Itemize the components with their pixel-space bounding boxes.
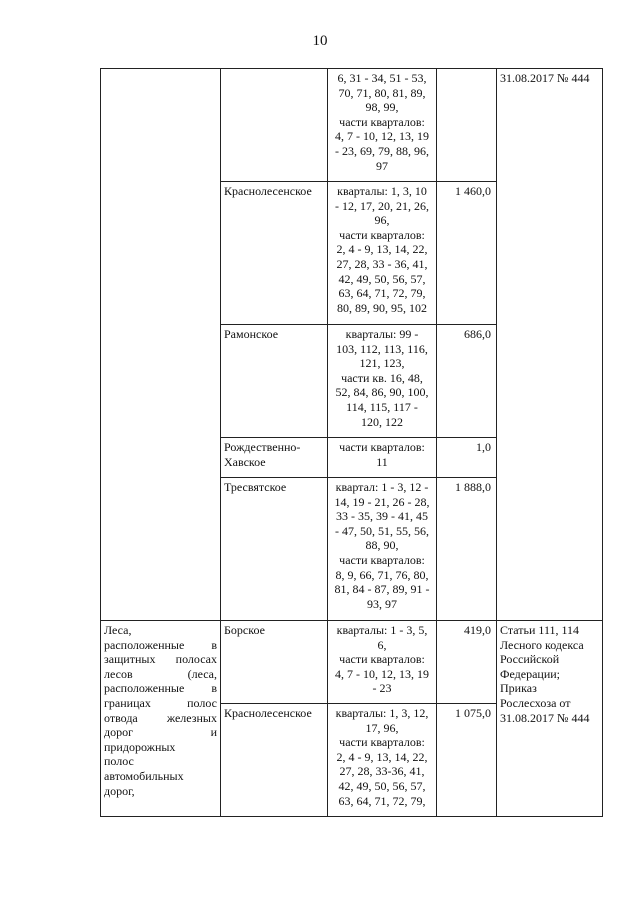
quarters-line: 98, 99, <box>365 100 399 115</box>
quarters-line: 114, 115, 117 - <box>346 399 418 414</box>
quarters-cell <box>328 325 437 438</box>
description-line: автомобильных <box>104 768 184 783</box>
forestry-cell <box>221 182 328 325</box>
quarters-line: - 12, 17, 20, 21, 26, <box>335 198 429 213</box>
forestry-name: Краснолесенское <box>224 184 312 198</box>
quarters-line: 121, 123, <box>359 356 405 371</box>
quarters-line: 52, 84, 86, 90, 100, <box>335 385 429 400</box>
area-value: 419,0 <box>464 623 491 637</box>
forestry-name: Краснолесенское <box>224 706 312 720</box>
basis-cell <box>497 69 603 621</box>
forestry-cell <box>221 478 328 621</box>
quarters-line: 63, 64, 71, 72, 79, <box>338 793 426 808</box>
quarters-cell <box>328 182 437 325</box>
area-cell <box>437 478 497 621</box>
quarters-line: части кв. 16, 48, <box>341 370 423 385</box>
area-cell <box>437 704 497 817</box>
quarters-line: 6, 31 - 34, 51 - 53, <box>337 71 427 85</box>
quarters-line: 14, 19 - 21, 26 - 28, <box>334 494 430 509</box>
forestry-cell <box>221 69 328 182</box>
area-value: 686,0 <box>464 327 491 341</box>
description-line: Леса, <box>104 623 132 637</box>
area-value: 1 075,0 <box>455 706 491 720</box>
quarters-line: кварталы: 1, 3, 12, <box>335 706 429 720</box>
basis-cell <box>497 621 603 817</box>
area-cell <box>437 621 497 704</box>
description-line: расположенные в <box>104 681 217 696</box>
forest-table <box>100 68 603 817</box>
forestry-cell <box>221 704 328 817</box>
quarters-line: 42, 49, 50, 56, 57, <box>338 271 426 286</box>
quarters-line: 11 <box>376 454 388 469</box>
quarters-line: 103, 112, 113, 116, <box>336 341 428 356</box>
basis-line: Лесного кодекса <box>500 637 584 652</box>
area-cell <box>437 69 497 182</box>
quarters-line: 33 - 35, 39 - 41, 45 <box>336 509 428 524</box>
description-line: защитных полосах <box>104 652 217 667</box>
quarters-line: кварталы: 1 - 3, 5, <box>336 623 428 637</box>
table-row <box>101 621 603 704</box>
quarters-line: 6, <box>377 637 387 652</box>
quarters-line: части кварталов: <box>339 652 425 667</box>
description-line: придорожных <box>104 739 176 754</box>
description-line: границах полос <box>104 695 217 710</box>
forestry-name: Рамонское <box>224 327 279 341</box>
description-line: отвода железных <box>104 710 217 725</box>
quarters-cell <box>328 621 437 704</box>
area-cell <box>437 325 497 438</box>
quarters-line: - 23, 69, 79, 88, 96, <box>335 143 429 158</box>
basis-line: 31.08.2017 № 444 <box>500 710 590 725</box>
quarters-line: 17, 96, <box>365 720 399 735</box>
table-row <box>101 69 603 182</box>
basis-text: 31.08.2017 № 444 <box>500 71 590 85</box>
basis-line: Российской <box>500 652 560 667</box>
quarters-line: 4, 7 - 10, 12, 13, 19 <box>335 129 429 144</box>
forestry-name: Рождественно-Хавское <box>224 440 301 469</box>
quarters-line: 2, 4 - 9, 13, 14, 22, <box>336 242 428 257</box>
quarters-line: 120, 122 <box>361 414 403 429</box>
quarters-line: 2, 4 - 9, 13, 14, 22, <box>336 749 428 764</box>
description-line: дорог и <box>104 725 217 740</box>
area-cell <box>437 438 497 478</box>
area-value: 1 460,0 <box>455 184 491 198</box>
quarters-cell <box>328 438 437 478</box>
quarters-line: 93, 97 <box>367 596 397 611</box>
quarters-line: части кварталов: <box>339 735 425 750</box>
quarters-line: части кварталов: <box>339 440 425 454</box>
quarters-line: 80, 89, 90, 95, 102 <box>337 300 427 315</box>
quarters-line: 4, 7 - 10, 12, 13, 19 <box>335 666 429 681</box>
quarters-line: 97 <box>376 158 388 173</box>
description-line: дорог, <box>104 783 135 798</box>
forestry-cell <box>221 438 328 478</box>
quarters-line: 96, <box>374 213 390 228</box>
quarters-cell <box>328 704 437 817</box>
page-number: 10 <box>312 33 328 49</box>
quarters-line: - 47, 50, 51, 55, 56, <box>335 523 429 538</box>
description-line: полос <box>104 754 134 769</box>
quarters-line: части кварталов: <box>339 552 425 567</box>
quarters-line: кварталы: 99 - <box>345 327 419 341</box>
quarters-cell <box>328 478 437 621</box>
quarters-line: кварталы: 1, 3, 10 <box>337 184 427 198</box>
quarters-line: - 23 <box>372 681 392 696</box>
description-line: расположенные в <box>104 637 217 652</box>
description-line: лесов (леса, <box>104 666 217 681</box>
forestry-cell <box>221 621 328 704</box>
quarters-line: 27, 28, 33-36, 41, <box>339 764 425 779</box>
basis-line: Статьи 111, 114 <box>500 623 580 637</box>
area-value: 1 888,0 <box>455 480 491 494</box>
quarters-line: 27, 28, 33 - 36, 41, <box>336 256 428 271</box>
forestry-name: Борское <box>224 623 265 637</box>
forestry-name: Тресвятское <box>224 480 287 494</box>
forestry-cell <box>221 325 328 438</box>
quarters-line: 88, 90, <box>365 538 399 553</box>
quarters-line: части кварталов: <box>339 227 425 242</box>
basis-line: Приказ <box>500 681 537 696</box>
quarters-line: 63, 64, 71, 72, 79, <box>338 286 426 301</box>
description-cell-empty <box>101 69 221 621</box>
quarters-line: 70, 71, 80, 81, 89, <box>338 85 426 100</box>
area-cell <box>437 182 497 325</box>
basis-line: Федерации; <box>500 666 561 681</box>
basis-line: Рослесхоза от <box>500 695 571 710</box>
quarters-line: 8, 9, 66, 71, 76, 80, <box>335 567 429 582</box>
area-value: 1,0 <box>476 440 491 454</box>
quarters-line: 42, 49, 50, 56, 57, <box>338 778 426 793</box>
description-cell <box>101 621 221 817</box>
quarters-line: 81, 84 - 87, 89, 91 - <box>334 582 430 597</box>
quarters-line: части кварталов: <box>339 114 425 129</box>
quarters-line: квартал: 1 - 3, 12 - <box>335 480 429 494</box>
quarters-cell <box>328 69 437 182</box>
